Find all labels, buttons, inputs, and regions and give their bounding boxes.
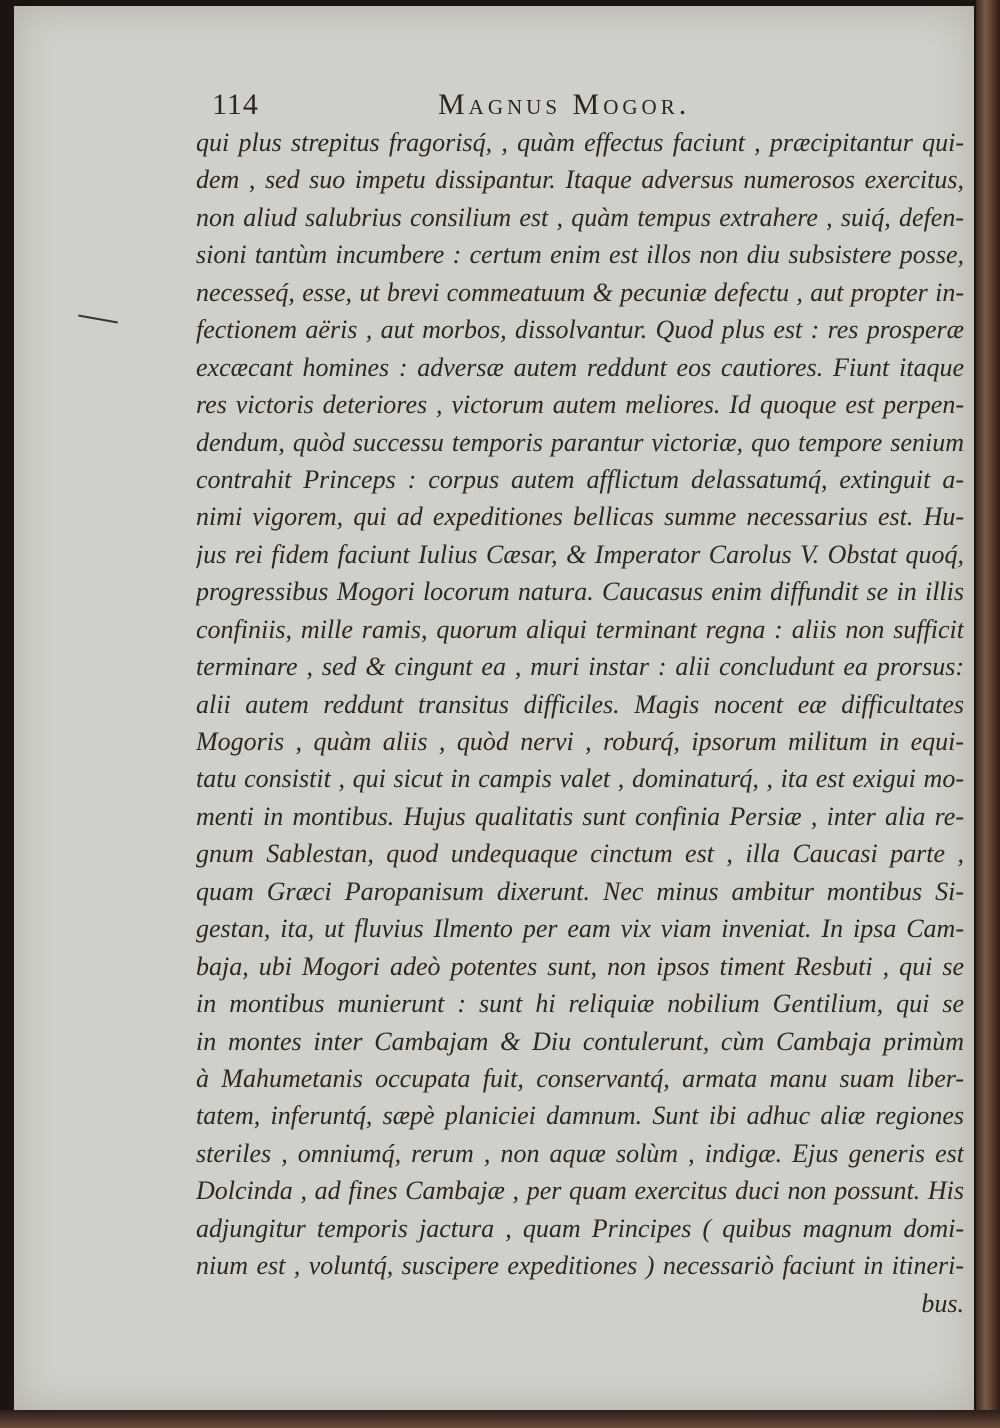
text-line: dendum, quòd successu temporis parantur victoriæ, quo tempore senium [196, 427, 964, 457]
text-line: menti in montibus. Hujus qualitatis sunt confinia Persiæ , inter alia re- [196, 801, 964, 831]
text-line: dem , sed suo impetu dissipantur. Itaque adversus numerosos exercitus, [196, 165, 964, 195]
text-line: tatem, inferuntq́, sæpè planiciei damnum. Sunt ibi adhuc aliæ regiones [196, 1101, 964, 1131]
text-line: bus. [921, 1288, 964, 1318]
text-line: adjungitur temporis jactura , quam Principes ( quibus magnum domi- [196, 1213, 964, 1243]
body-text [196, 124, 964, 1322]
text-line: res victoris deteriores , victorum autem meliores. Id quoque est perpen- [196, 390, 964, 420]
page-edge-right [976, 0, 1000, 1428]
text-line: quam Græci Paropanisum dixerunt. Nec minus ambitur montibus Si- [196, 876, 964, 906]
text-line: necesseq́, esse, ut brevi commeatuum & pecuniæ defectu , aut propter in- [196, 277, 964, 307]
text-line: alii autem reddunt transitus difficiles. Magis nocent eæ difficultates [196, 689, 964, 719]
text-line: gestan, ita, ut fluvius Ilmento per eam vix viam inveniat. In ipsa Cam- [196, 914, 964, 944]
text-line: jus rei fidem faciunt Iulius Cæsar, & Imperator Carolus V. Obstat quoq́, [196, 539, 964, 569]
text-line: non aliud salubrius consilium est , quàm tempus extrahere , suiq́, defen- [196, 202, 964, 232]
text-line: in montes inter Cambajam & Diu contulerunt, cùm Cambaja primùm [196, 1026, 964, 1056]
text-line: sioni tantùm incumbere : certum enim est illos non diu subsistere posse, [196, 240, 964, 270]
text-line: steriles , omniumq́, rerum , non aquæ solùm , indigæ. Ejus generis est [196, 1138, 964, 1168]
text-line: progressibus Mogori locorum natura. Caucasus enim diffundit se in illis [196, 577, 964, 607]
running-head: Magnus Mogor. [438, 88, 691, 121]
text-line: fectionem aëris , aut morbos, dissolvantur. Quod plus est : res prosperæ [196, 315, 964, 345]
text-line: contrahit Princeps : corpus autem afflictum delassatumq́, extinguit a- [196, 464, 964, 494]
text-line: à Mahumetanis occupata fuit, conservantq́, armata manu suam liber- [196, 1063, 964, 1093]
text-line: in montibus munierunt : sunt hi reliquiæ nobilium Gentilium, qui se [196, 989, 964, 1019]
text-line: Dolcinda , ad fines Cambajæ , per quam exercitus duci non possunt. His [196, 1176, 964, 1206]
text-line: gnum Sablestan, quod undequaque cinctum est , illa Caucasi parte , [196, 839, 964, 869]
text-line: qui plus strepitus fragorisq́, , quàm effectus faciunt , præcipitantur qui- [196, 128, 964, 157]
text-line: nimi vigorem, qui ad expeditiones bellicas summe necessarius est. Hu- [196, 502, 964, 532]
text-line: tatu consistit , qui sicut in campis valet , dominaturq́, , ita est exigui mo- [196, 764, 964, 794]
text-line: Mogoris , quàm aliis , quòd nervi , roburq́, ipsorum militum in equi- [196, 727, 964, 756]
text-line: confiniis, mille ramis, quorum aliqui terminant regna : aliis non sufficit [196, 614, 964, 644]
text-line: baja, ubi Mogori adeò potentes sunt, non ipsos timent Resbuti , qui se [196, 951, 964, 981]
page-edge-bottom [0, 1410, 1000, 1428]
page-number: 114 [212, 88, 259, 121]
text-line: nium est , voluntq́, suscipere expeditiones ) necessariò faciunt in itineri- [196, 1251, 964, 1281]
text-line: terminare , sed & cingunt ea , muri instar : alii concludunt ea prorsus: [196, 652, 964, 682]
text-line: excæcant homines : adversæ autem reddunt eos cautiores. Fiunt itaque [196, 352, 964, 382]
